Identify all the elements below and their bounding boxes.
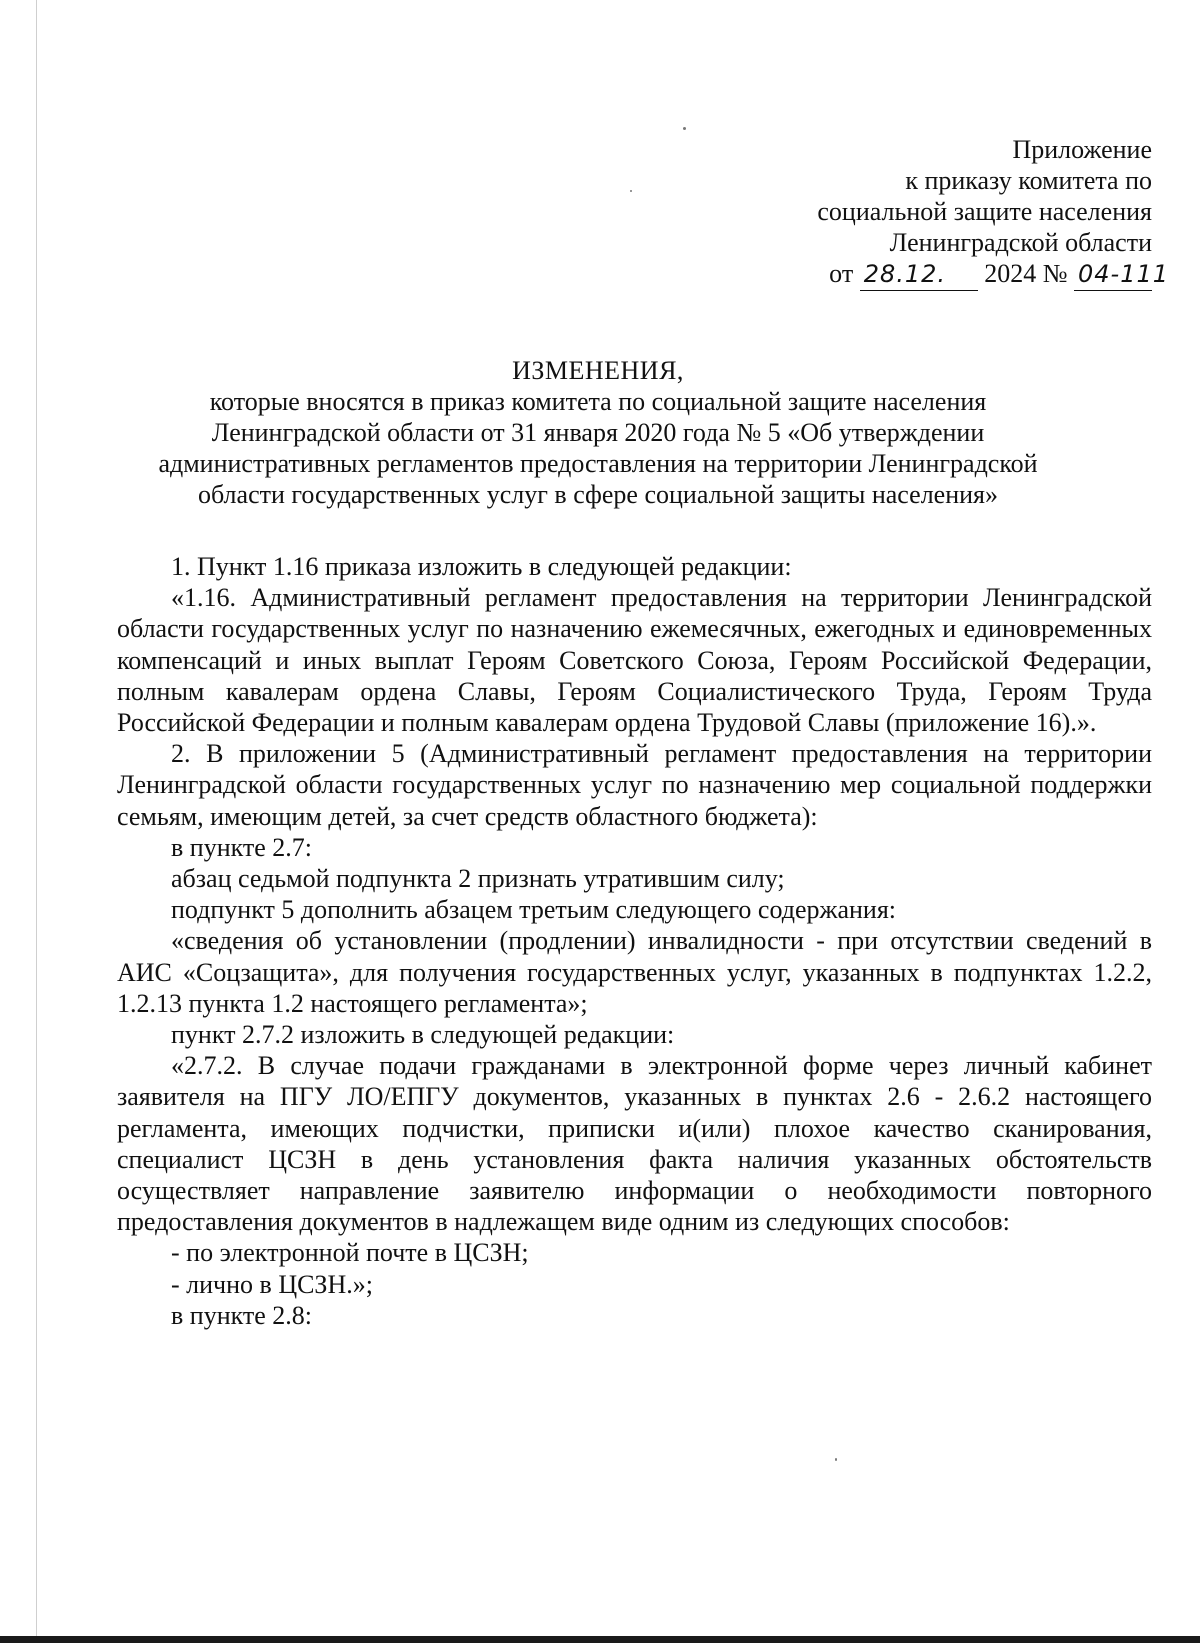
paragraph: - по электронной почте в ЦСЗН; xyxy=(171,1238,529,1268)
title-heading: ИЗМЕНЕНИЯ, xyxy=(512,356,684,385)
order-date-line xyxy=(632,258,1170,291)
paragraph: «сведения об установлении (продлении) инвалидности - при отсутствии сведений в АИС «Соцзащита», для получения государственных услуг, указанных в подпунктах 1.2.2, 1.2.13 пункта 1.2 настоящего регламента»; xyxy=(117,926,1152,1018)
document-body xyxy=(117,551,1152,1331)
scan-speck xyxy=(683,127,686,130)
year-text: 2024 № xyxy=(984,259,1068,288)
paragraph: в пункте 2.8: xyxy=(171,1300,313,1330)
paragraph: 1. Пункт 1.16 приказа изложить в следующей редакции: xyxy=(171,552,792,581)
date-prefix: от xyxy=(829,259,854,288)
paragraph: пункт 2.7.2 изложить в следующей редакции: xyxy=(171,1020,675,1050)
paragraph: в пункте 2.7: xyxy=(171,832,313,862)
paragraph: «2.7.2. В случае подачи гражданами в электронной форме через личный кабинет заявителя на ПГУ ЛО/ЕПГУ документов, указанных в пунктах 2.6 - 2.6.2 настоящего регламента, имеющих подчистки, приписки и(или) плохое качество сканирования, специалист ЦСЗН в день установления факта наличия указанных обстоятельств осуществляет направление заявителю информации о необходимости повторного предоставления документов в надлежащем виде одним из следующих способов: xyxy=(117,1051,1152,1237)
title-line: административных регламентов предоставления на территории Ленинградской xyxy=(158,449,1038,478)
scan-speck xyxy=(835,1458,837,1461)
paragraph: 2. В приложении 5 (Административный регламент предоставления на территории Ленинградской области государственных услуг по назначению мер социальной поддержки семьям, имеющим детей, за счет средств областного бюджета): xyxy=(117,739,1152,831)
appendix-line: социальной защите населения xyxy=(817,197,1152,226)
paragraph: подпункт 5 дополнить абзацем третьим следующего содержания: xyxy=(171,895,897,925)
document-title xyxy=(118,355,1078,510)
paragraph: - лично в ЦСЗН.»; xyxy=(171,1269,373,1299)
handwritten-date: 28.12. xyxy=(860,259,978,291)
appendix-line: Ленинградской области xyxy=(889,228,1152,257)
paragraph: «1.16. Административный регламент предоставления на территории Ленинградской области государственных услуг по назначению ежемесячных, ежегодных и единовременных компенсаций и иных выплат Героям Советского Союза, Героям Российской Федерации, полным кавалерам ордена Славы, Героям Социалистического Труда, Героям Труда Российской Федерации и полным кавалерам ордена Трудовой Славы (приложение 16).». xyxy=(117,583,1152,738)
appendix-line: Приложение xyxy=(1012,135,1152,164)
handwritten-order-number: 04-111 xyxy=(1074,259,1152,291)
paragraph: абзац седьмой подпункта 2 признать утратившим силу; xyxy=(171,864,785,894)
appendix-header xyxy=(632,134,1170,291)
title-line: области государственных услуг в сфере социальной защиты населения» xyxy=(197,480,999,509)
title-line: Ленинградской области от 31 января 2020 года № 5 «Об утверждении xyxy=(211,418,985,447)
appendix-line: к приказу комитета по xyxy=(905,166,1152,195)
scan-edge-left xyxy=(36,0,37,1643)
scan-edge-bottom xyxy=(0,1636,1200,1643)
title-line: которые вносятся в приказ комитета по социальной защите населения xyxy=(209,387,987,416)
